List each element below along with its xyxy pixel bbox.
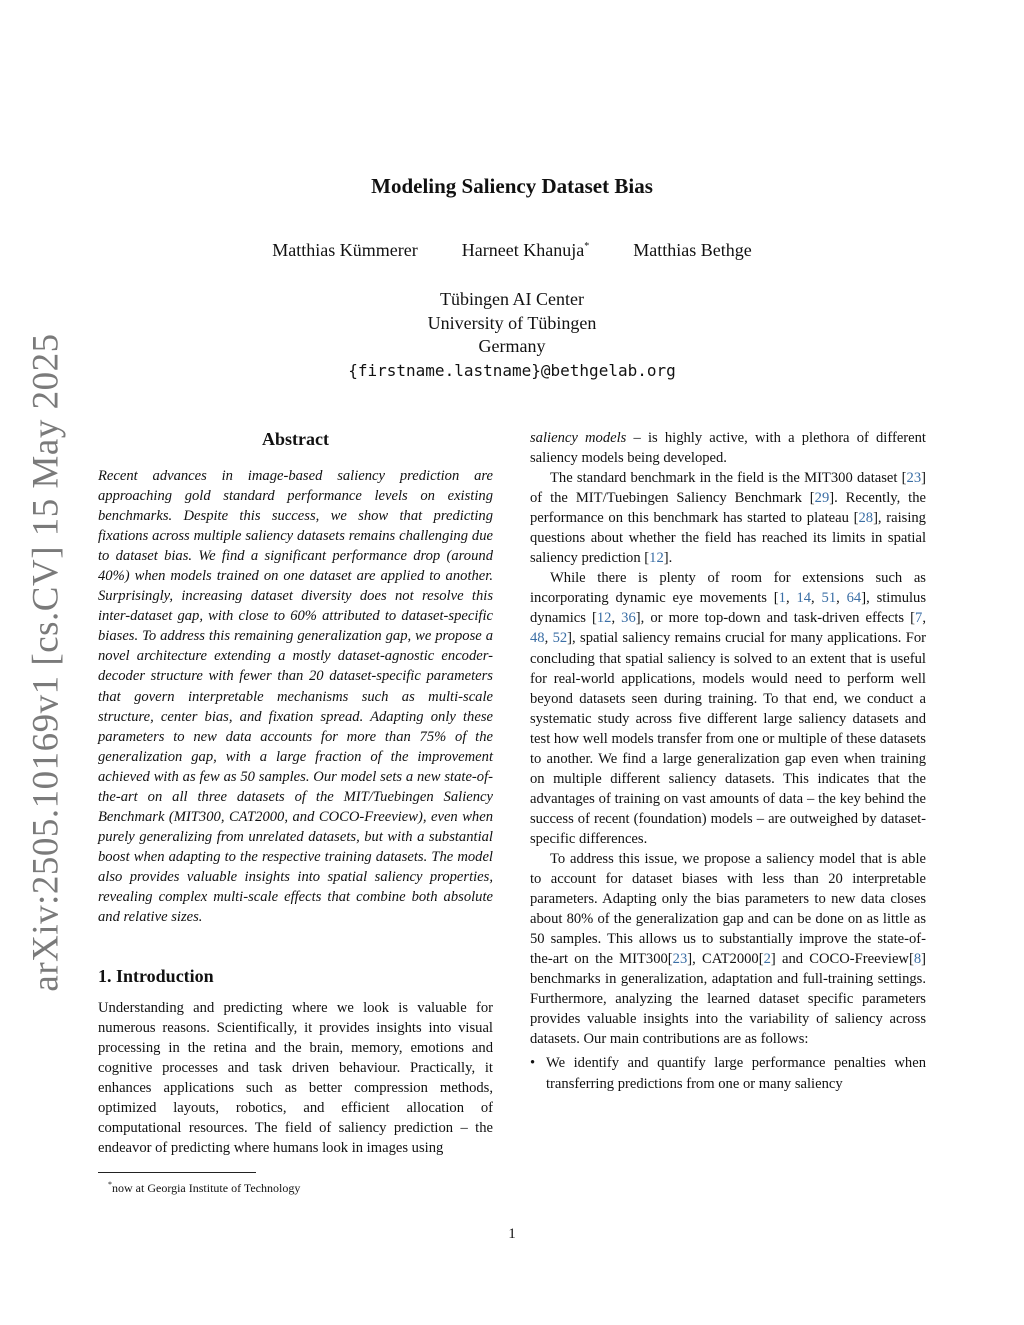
author-email: {firstname.lastname}@bethgelab.org — [348, 360, 676, 380]
intro-paragraph-2: The standard benchmark in the field is the MIT300 dataset [23] of the MIT/Tuebingen Saliency Benchmark [29]. Recently, the performance on this benchmark has started to plateau [28], raising questions about whether the field has reached its limits in spatial saliency prediction [12]. — [530, 470, 926, 567]
intro-paragraph-1: Understanding and predicting where we look is valuable for numerous reasons. Scientifically, it provides insights into visual processing in the retina and the brain, memory, emotions and cognitive processes and task driven behaviour. Practically, it enhances applications such as better compression methods, optimized layouts, robotics, and efficient allocation of computational resources. The field of saliency prediction – the endeavor of predicting where humans look in images using — [98, 1000, 493, 1157]
author-1-name: Matthias Kümmerer — [272, 240, 418, 260]
footnote-rule — [98, 1172, 256, 1173]
paper-title: Modeling Saliency Dataset Bias — [371, 174, 653, 198]
citation-link[interactable]: 64 — [846, 590, 862, 607]
abstract-body: Recent advances in image-based saliency prediction are approaching gold standard performance levels on existing benchmarks. Despite this success, we show that predicting fixations across multiple saliency datasets remains challenging due to dataset bias. We find a significant performance drop (around 40%) when models trained on one dataset are applied to another. Surprisingly, increasing dataset diversity does not resolve this inter-dataset gap, with close to 60% attributed to dataset-specific biases. To address this remaining generalization gap, we propose a novel architecture extending a mostly dataset-agnostic encoder-decoder structure with fewer than 20 dataset-specific parameters that govern interpretable mechanisms such as multi-scale structure, center bias, and fixation spread. Adapting only these parameters to new data accounts for more than 75% of the generalization gap, with a large fraction of the improvement achieved with as few as 50 samples. Our model sets a new state-of-the-art on all three datasets of the MIT/Tuebingen Saliency Benchmark (MIT300, CAT2000, and COCO-Freeview), even when purely generalizing from unrelated datasets, but with a substantial boost when adapting to the respective training datasets. The model also provides valuable insights into spatial saliency properties, revealing complex multi-scale effects that combine both absolute and relative sizes. — [98, 468, 493, 926]
citation-link[interactable]: 28 — [858, 510, 874, 527]
author-list — [0, 240, 1024, 261]
citation-link[interactable]: 23 — [906, 470, 922, 487]
citation-link[interactable]: 23 — [672, 951, 688, 968]
author-2-name: Harneet Khanuja — [461, 240, 585, 260]
affiliation-line-1: Tübingen AI Center — [440, 289, 584, 309]
citation-link[interactable]: 29 — [814, 490, 830, 507]
arxiv-identifier: arXiv:2505.10169v1 [cs.CV] 15 May 2025 — [25, 333, 67, 992]
intro-paragraph-3: While there is plenty of room for extensions such as incorporating dynamic eye movements [1, 14, 51, 64], stimulus dynamics [12, 36], or more top-down and task-driven effects [7, 48, 52], spatial saliency remains crucial for many applications. For concluding that spatial saliency is solved to an extent that is useful for real-world applications, models would need to perform well beyond datasets seen during training. To that end, we conduct a systematic study across five different large saliency datasets and test how well models transfer from one or multiple of these datasets to another. We find a large generalization gap even when training on multiple different saliency datasets. This indicates that the advantages of training on vast amounts of data – the key behind the success of recent (foundation) models – are outweighed by dataset-specific differences. — [530, 570, 927, 847]
citation-link[interactable]: 36 — [621, 610, 636, 627]
citation-link[interactable]: 14 — [796, 590, 812, 607]
contribution-bullet-1: • We identify and quantify large performance penalties when transferring predictions from one or many saliency — [530, 1053, 926, 1093]
author-1 — [272, 240, 417, 261]
citation-link[interactable]: 1 — [778, 590, 786, 607]
intro-paragraph-4: To address this issue, we propose a saliency model that is able to account for dataset biases with less than 20 interpretable parameters. Adapting only the bias parameters to new data closes about 80% of the generalization gap and can be done on as little as 50 samples. This allows us to substantially improve the state-of-the-art on the MIT300[23], CAT2000[2] and COCO-Freeview[8] benchmarks in generalization, adaptation and full-training settings. Furthermore, analyzing the learned dataset specific parameters provides valuable insights into the variability of saliency across datasets. Our main contributions are as follows: — [530, 850, 926, 1048]
author-2 — [462, 240, 589, 261]
author-3 — [633, 240, 751, 261]
footnote — [108, 1177, 300, 1196]
affiliation-line-3: Germany — [478, 336, 546, 356]
citation-link[interactable]: 7 — [915, 610, 923, 627]
citation-link[interactable]: 51 — [821, 590, 837, 607]
page-number: 1 — [508, 1226, 516, 1242]
footnote-mark: * — [108, 1180, 112, 1189]
affiliation — [0, 288, 1024, 382]
arxiv-sidebar — [20, 333, 72, 992]
footnote-text: now at Georgia Institute of Technology — [112, 1181, 301, 1195]
left-column — [98, 428, 493, 1158]
citation-link[interactable]: 12 — [596, 610, 612, 627]
abstract-heading: Abstract — [262, 429, 329, 449]
author-3-name: Matthias Bethge — [633, 240, 752, 260]
introduction-heading: 1. Introduction — [98, 966, 214, 987]
right-column — [530, 428, 926, 1094]
citation-link[interactable]: 8 — [913, 951, 922, 968]
citation-link[interactable]: 52 — [552, 630, 568, 647]
intro-paragraph-1-continued: saliency models – is highly active, with a plethora of different saliency models being developed. — [530, 430, 926, 467]
affiliation-line-2: University of Tübingen — [427, 312, 597, 333]
citation-link[interactable]: 2 — [763, 951, 771, 968]
citation-link[interactable]: 12 — [649, 550, 664, 567]
author-2-footnote-mark: * — [584, 241, 590, 252]
citation-link[interactable]: 48 — [530, 630, 545, 647]
